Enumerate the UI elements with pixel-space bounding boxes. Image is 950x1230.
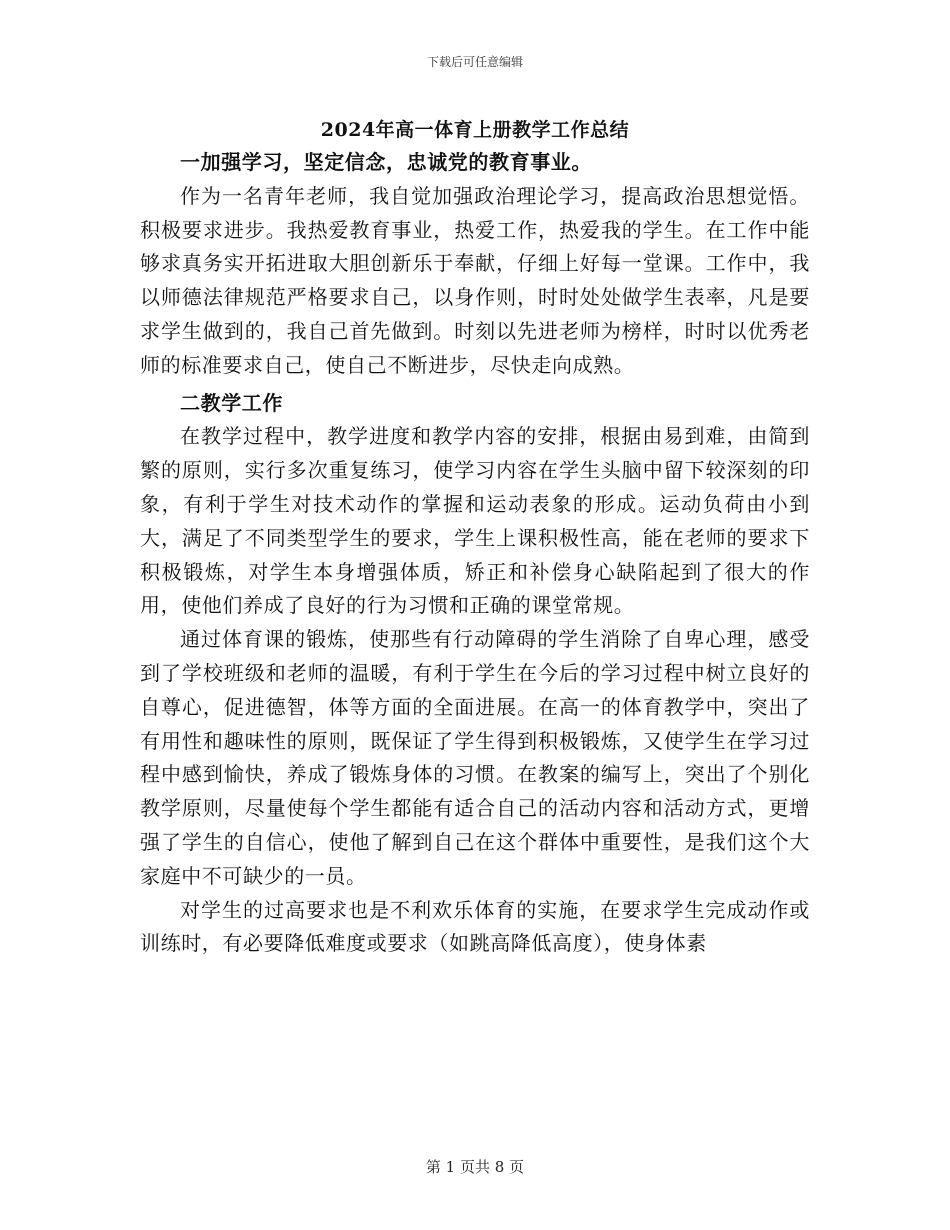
paragraph: 在教学过程中，教学进度和教学内容的安排，根据由易到难，由简到繁的原则，实行多次重复练习，使学习内容在学生头脑中留下较深刻的印象，有利于学生对技术动作的掌握和运动表象的形成。运动负荷由小到大，满足了不同类型学生的要求，学生上课积极性高，能在老师的要求下积极锻炼，对学生本身增强体质，矫正和补偿身心缺陷起到了很大的作用，使他们养成了良好的行为习惯和正确的课堂常规。 [140, 424, 810, 618]
paragraph: 通过体育课的锻炼，使那些有行动障碍的学生消除了自卑心理，感受到了学校班级和老师的温暖，有利于学生在今后的学习过程中树立良好的自尊心，促进德智，体等方面的全面进展。在高一的体育教学中，突出了有用性和趣味性的原则，既保证了学生得到积极锻炼，又使学生在学习过程中感到愉快，养成了锻炼身体的习惯。在教案的编写上，突出了个别化教学原则，尽量使每个学生都能有适合自己的活动内容和活动方式，更增强了学生的自信心，使他了解到自己在这个群体中重要性，是我们这个大家庭中不可缺少的一员。 [140, 627, 810, 888]
header-note: 下载后可任意编辑 [426, 55, 523, 69]
section-heading: 二教学工作 [180, 390, 283, 415]
document-body [140, 146, 810, 961]
page-number: 第 1 页共 8 页 [425, 1158, 525, 1176]
section-heading: 一加强学习，坚定信念，忠诚党的教育事业。 [180, 150, 592, 174]
paragraph: 作为一名青年老师，我自觉加强政治理论学习，提高政治思想觉悟。积极要求进步。我热爱教育事业，热爱工作，热爱我的学生。在工作中能够求真务实开拓进取大胆创新乐于奉献，仔细上好每一堂课。工作中，我以师德法律规范严格要求自己，以身作则，时时处处做学生表率，凡是要求学生做到的，我自己首先做到。时刻以先进老师为榜样，时时以优秀老师的标准要求自己，使自己不断进步，尽快走向成熟。 [140, 183, 810, 377]
document-title: 2024年高一体育上册教学工作总结 [320, 119, 630, 141]
paragraph: 对学生的过高要求也是不利欢乐体育的实施，在要求学生完成动作或训练时，有必要降低难度或要求（如跳高降低高度），使身体素 [140, 897, 810, 956]
